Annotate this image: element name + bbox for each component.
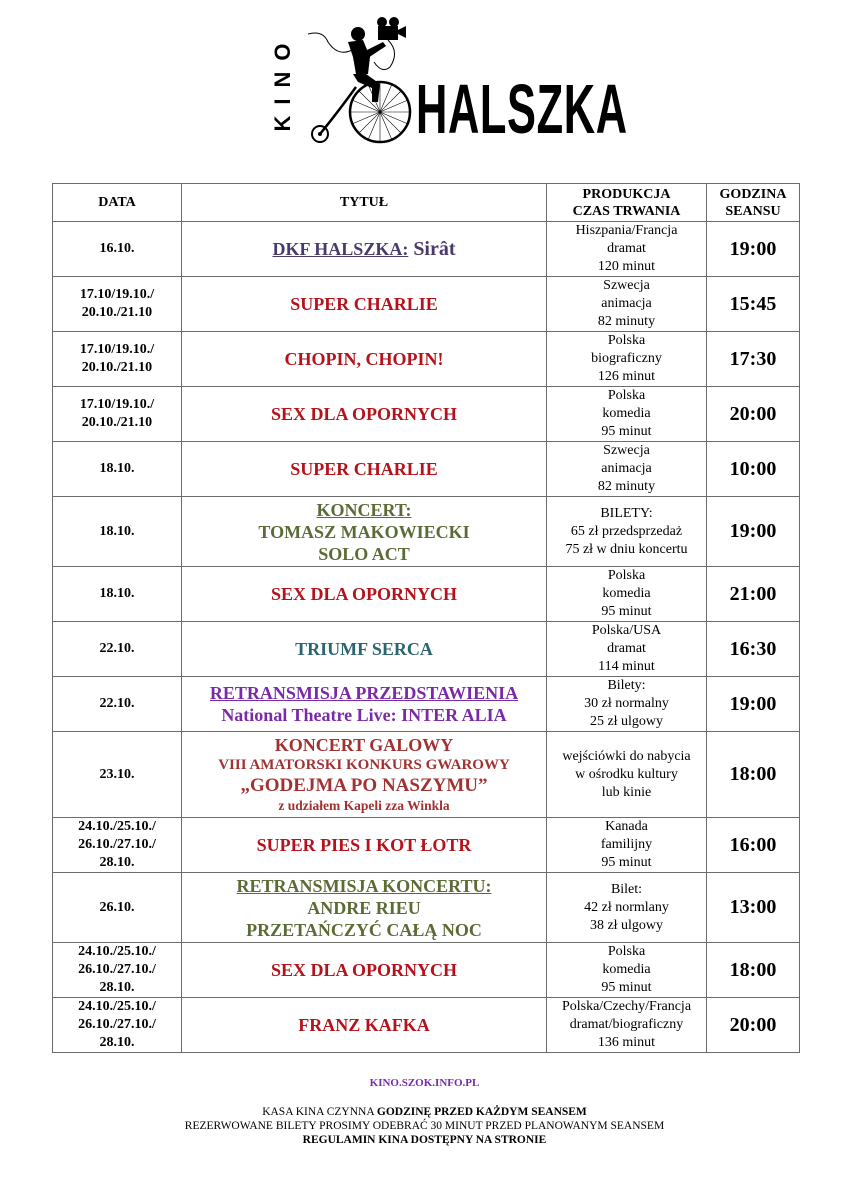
production-line: komedia [602, 586, 651, 601]
cell-production [547, 567, 707, 622]
footer-info [0, 1105, 849, 1147]
production-line: Polska [607, 944, 646, 959]
production-line: Szwecja [603, 278, 650, 293]
production-line: animacja [601, 461, 652, 476]
production-line: familijny [600, 837, 653, 852]
production-line: 38 zł ulgowy [589, 917, 664, 933]
cell-title [182, 873, 547, 943]
title-line: TOMASZ MAKOWIECKI [258, 521, 470, 542]
cell-date [53, 998, 182, 1053]
date-line: 18.10. [99, 586, 135, 601]
production-line: Polska/Czechy/Francja [561, 999, 692, 1014]
cell-title [182, 442, 547, 497]
cell-title [182, 818, 547, 873]
title-line: National Theatre Live: INTER ALIA [221, 705, 507, 725]
production-line: 95 minut [601, 855, 652, 870]
cell-showtime: 19:00 [707, 222, 800, 277]
cell-showtime: 17:30 [707, 332, 800, 387]
cell-title [182, 567, 547, 622]
title-line: SEX DLA OPORNYCH [270, 584, 458, 604]
production-line: 25 zł ulgowy [589, 714, 664, 729]
date-line: 28.10. [99, 855, 135, 870]
cell-showtime: 18:00 [707, 732, 800, 818]
cell-production [547, 387, 707, 442]
production-line: 65 zł przedsprzedaż [570, 523, 683, 539]
production-line: 126 minut [597, 369, 656, 384]
production-line: 82 minuty [597, 314, 656, 329]
production-line: w ośrodku kultury [575, 766, 678, 782]
title-line: SUPER CHARLIE [290, 459, 438, 479]
date-line: 22.10. [99, 641, 135, 656]
production-line: dramat [607, 241, 646, 256]
reservation-note: REZERWOWANE BILETY PROSIMY ODEBRAĆ 30 MINUT PRZED PLANOWANYM SEANSEM [184, 1120, 665, 1132]
table-row [53, 442, 800, 497]
cell-title [182, 677, 547, 732]
production-line: lub kinie [601, 784, 652, 800]
cell-production [547, 998, 707, 1053]
cell-production [547, 732, 707, 818]
cell-showtime: 18:00 [707, 943, 800, 998]
website-link[interactable]: KINO.SZOK.INFO.PL [369, 1077, 480, 1089]
title-line: KONCERT: [316, 499, 412, 520]
production-line: 95 minut [601, 980, 652, 995]
title-line: RETRANSMISJA KONCERTU: [236, 875, 492, 896]
production-line: Bilet: [610, 881, 643, 897]
table-row [53, 497, 800, 567]
date-line: 26.10./27.10./ [78, 1017, 156, 1032]
cell-showtime: 16:30 [707, 622, 800, 677]
title-line: z udziałem Kapeli zza Winkla [278, 798, 450, 813]
title-line: SEX DLA OPORNYCH [270, 404, 458, 424]
date-line: 28.10. [99, 980, 135, 995]
production-line: 136 minut [597, 1035, 656, 1050]
table-row [53, 732, 800, 818]
date-line: 17.10/19.10./ [79, 287, 155, 302]
production-line: wejściówki do nabycia [562, 748, 691, 764]
title-line: SOLO ACT [318, 543, 410, 564]
cell-production [547, 277, 707, 332]
date-line: 26.10./27.10./ [78, 962, 156, 977]
production-line: komedia [602, 406, 651, 421]
title-line: CHOPIN, CHOPIN! [284, 349, 444, 369]
production-line: 95 minut [601, 424, 652, 439]
date-line: 23.10. [99, 766, 135, 782]
cell-title [182, 277, 547, 332]
date-line: 20.10./21.10 [81, 360, 153, 375]
cell-showtime: 20:00 [707, 998, 800, 1053]
schedule-table [52, 183, 800, 1053]
cell-showtime: 10:00 [707, 442, 800, 497]
production-line: Polska [607, 333, 646, 348]
cell-title [182, 943, 547, 998]
table-row [53, 873, 800, 943]
cell-title [182, 332, 547, 387]
table-row [53, 332, 800, 387]
kino-halszka-logo [268, 12, 628, 152]
cell-date [53, 873, 182, 943]
date-line: 18.10. [99, 461, 135, 476]
cell-date [53, 442, 182, 497]
table-row [53, 943, 800, 998]
cell-showtime: 13:00 [707, 873, 800, 943]
cell-production [547, 222, 707, 277]
cell-date [53, 677, 182, 732]
cell-date [53, 622, 182, 677]
title-line: SEX DLA OPORNYCH [270, 960, 458, 980]
title-line: FRANZ KAFKA [298, 1015, 430, 1035]
date-line: 16.10. [99, 241, 135, 256]
cell-production [547, 332, 707, 387]
production-line: Bilety: [607, 678, 646, 693]
cell-title [182, 732, 547, 818]
production-line: 95 minut [601, 604, 652, 619]
production-line: 42 zł normlany [584, 899, 669, 915]
cell-date [53, 943, 182, 998]
cell-production [547, 442, 707, 497]
date-line: 20.10./21.10 [81, 415, 153, 430]
cell-date [53, 222, 182, 277]
table-row [53, 818, 800, 873]
table-row [53, 998, 800, 1053]
cell-production [547, 622, 707, 677]
logo-halszka-text: HALSZKA [416, 70, 628, 148]
title-series: DKF HALSZKA: [272, 239, 409, 259]
cell-production [547, 497, 707, 567]
date-line: 24.10./25.10./ [78, 819, 156, 834]
title-line: SUPER CHARLIE [290, 294, 438, 314]
header-date: DATA [53, 184, 182, 222]
production-line: dramat [607, 641, 646, 656]
production-line: Polska/USA [591, 623, 662, 638]
cell-date [53, 497, 182, 567]
production-line: BILETY: [600, 505, 653, 521]
date-line: 18.10. [99, 523, 135, 539]
title-line: „GODEJMA PO NASZYMU” [240, 775, 488, 796]
production-line: dramat/biograficzny [569, 1017, 684, 1032]
penny-farthing-cyclist-icon [308, 12, 428, 152]
production-line: Kanada [605, 819, 648, 834]
cell-date [53, 277, 182, 332]
rules-note: REGULAMIN KINA DOSTĘPNY NA STRONIE [302, 1134, 547, 1146]
production-line: 120 minut [597, 259, 656, 274]
cell-title [182, 497, 547, 567]
header-title: TYTUŁ [182, 184, 547, 222]
header-production: PRODUKCJA CZAS TRWANIA [547, 184, 707, 222]
cell-date [53, 818, 182, 873]
title-text: Sirât [408, 238, 456, 260]
cell-showtime: 20:00 [707, 387, 800, 442]
title-line: KONCERT GALOWY [274, 735, 454, 755]
production-line: komedia [602, 962, 651, 977]
table-row [53, 277, 800, 332]
cell-showtime: 15:45 [707, 277, 800, 332]
production-line: 75 zł w dniu koncertu [565, 541, 688, 557]
date-line: 17.10/19.10./ [79, 342, 155, 357]
cell-showtime: 19:00 [707, 677, 800, 732]
cell-date [53, 732, 182, 818]
box-office-hours: KASA KINA CZYNNA GODZINĘ PRZED KAŻDYM SEANSEM [262, 1106, 587, 1118]
cell-title [182, 622, 547, 677]
production-line: 114 minut [598, 659, 655, 674]
cell-date [53, 567, 182, 622]
cell-production [547, 943, 707, 998]
production-line: 82 minuty [597, 479, 656, 494]
table-row [53, 622, 800, 677]
title-line: TRIUMF SERCA [295, 639, 433, 659]
cell-date [53, 332, 182, 387]
date-line: 22.10. [99, 696, 135, 711]
production-line: Polska [607, 388, 646, 403]
production-line: biograficzny [591, 351, 662, 366]
cell-title [182, 387, 547, 442]
date-line: 17.10/19.10./ [79, 397, 155, 412]
title-line: PRZETAŃCZYĆ CAŁĄ NOC [246, 919, 482, 940]
production-line: Polska [607, 568, 646, 583]
date-line: 20.10./21.10 [81, 305, 153, 320]
title-line: SUPER PIES I KOT ŁOTR [256, 835, 472, 855]
date-line: 26.10./27.10./ [78, 837, 156, 852]
cell-title [182, 998, 547, 1053]
cell-production [547, 818, 707, 873]
date-line: 24.10./25.10./ [78, 944, 156, 959]
production-line: 30 zł normalny [584, 696, 669, 711]
cell-title [182, 222, 547, 277]
date-line: 28.10. [99, 1035, 135, 1050]
production-line: Szwecja [603, 443, 650, 458]
cell-date [53, 387, 182, 442]
cell-showtime: 16:00 [707, 818, 800, 873]
table-row [53, 222, 800, 277]
title-line: RETRANSMISJA PRZEDSTAWIENIA [209, 683, 519, 703]
production-line: animacja [601, 296, 652, 311]
title-line: ANDRE RIEU [307, 897, 421, 918]
logo-kino-text: KINO [270, 32, 295, 132]
cell-production [547, 873, 707, 943]
header-showtime: GODZINA SEANSU [707, 184, 800, 222]
cell-showtime: 21:00 [707, 567, 800, 622]
cell-production [547, 677, 707, 732]
production-line: Hiszpania/Francja [575, 223, 678, 238]
table-header-row [53, 184, 800, 222]
table-row [53, 387, 800, 442]
title-line: VIII AMATORSKI KONKURS GWAROWY [218, 757, 510, 773]
table-row [53, 677, 800, 732]
table-row [53, 567, 800, 622]
date-line: 24.10./25.10./ [78, 999, 156, 1014]
cell-showtime: 19:00 [707, 497, 800, 567]
date-line: 26.10. [99, 899, 135, 915]
